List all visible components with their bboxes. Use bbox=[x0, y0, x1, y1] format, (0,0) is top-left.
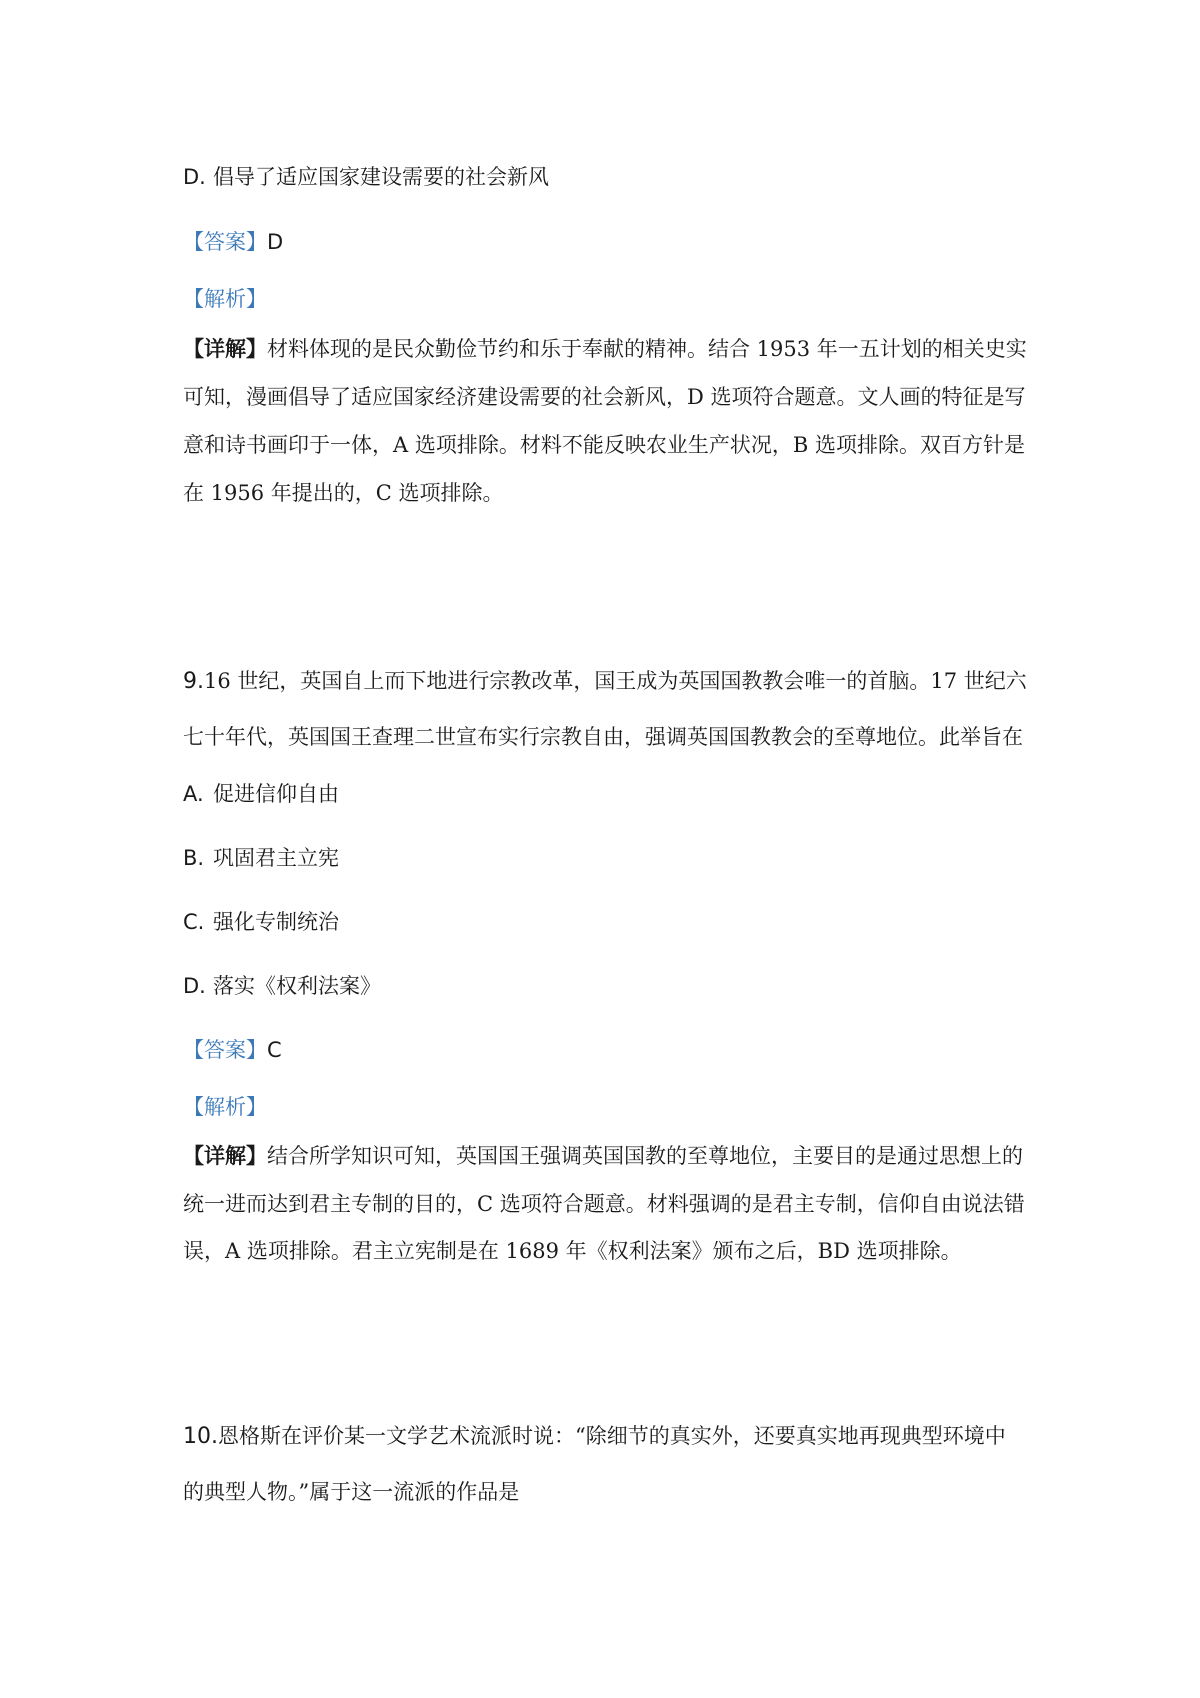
q9-analysis-label: 【解析】 bbox=[183, 1095, 267, 1119]
option-text: 巩固君主立宪 bbox=[213, 846, 339, 870]
option-letter: D. bbox=[183, 165, 206, 189]
q9-option-b bbox=[183, 843, 339, 873]
option-text: 倡导了适应国家建设需要的社会新风 bbox=[213, 165, 549, 189]
q9-detail-line-3: 误，A 选项排除。君主立宪制是在 1689 年《权利法案》颁布之后，BD 选项排除。 bbox=[183, 1239, 962, 1263]
q8-detail-line-2: 可知，漫画倡导了适应国家经济建设需要的社会新风，D 选项符合题意。文人画的特征是写 bbox=[183, 385, 1026, 409]
answer-label: 【答案】 bbox=[183, 1038, 267, 1062]
q10-stem-line-1 bbox=[183, 1421, 1006, 1452]
stem-text: 16 世纪，英国自上而下地进行宗教改革，国王成为英国国教教会唯一的首脑。17 世纪六 bbox=[204, 669, 1027, 693]
q8-detail-line-4: 在 1956 年提出的，C 选项排除。 bbox=[183, 481, 504, 505]
stem-text: 恩格斯在评价某一文学艺术流派时说：“除细节的真实外，还要真实地再现典型环境中 bbox=[218, 1424, 1006, 1448]
detail-label: 【详解】 bbox=[183, 336, 267, 361]
q9-stem-line-1 bbox=[183, 666, 1027, 697]
q9-option-c bbox=[183, 907, 339, 937]
q8-detail-line-1 bbox=[183, 334, 1027, 364]
detail-text: 材料体现的是民众勤俭节约和乐于奉献的精神。结合 1953 年一五计划的相关史实 bbox=[267, 337, 1027, 361]
answer-label: 【答案】 bbox=[183, 230, 267, 254]
q8-detail-line-3: 意和诗书画印于一体，A 选项排除。材料不能反映农业生产状况，B 选项排除。双百方针是 bbox=[183, 433, 1025, 457]
option-letter: A. bbox=[183, 782, 204, 806]
q9-detail-line-2: 统一进而达到君主专制的目的，C 选项符合题意。材料强调的是君主专制，信仰自由说法错 bbox=[183, 1192, 1025, 1216]
q9-answer bbox=[183, 1035, 282, 1065]
option-text: 促进信仰自由 bbox=[213, 782, 339, 806]
option-letter: C. bbox=[183, 910, 205, 934]
q8-answer bbox=[183, 227, 283, 257]
question-number: 9. bbox=[183, 669, 204, 694]
q9-option-d bbox=[183, 971, 381, 1001]
q10-stem-line-2: 的典型人物。”属于这一流派的作品是 bbox=[183, 1480, 520, 1504]
q9-detail-line-1 bbox=[183, 1141, 1023, 1171]
q9-option-a bbox=[183, 779, 339, 809]
detail-label: 【详解】 bbox=[183, 1143, 267, 1168]
detail-text: 结合所学知识可知，英国国王强调英国国教的至尊地位，主要目的是通过思想上的 bbox=[267, 1144, 1023, 1168]
answer-value: C bbox=[267, 1038, 282, 1062]
question-number: 10. bbox=[183, 1424, 218, 1449]
option-text: 落实《权利法案》 bbox=[213, 974, 381, 998]
option-letter: B. bbox=[183, 846, 205, 870]
q8-analysis-label: 【解析】 bbox=[183, 287, 267, 311]
option-letter: D. bbox=[183, 974, 206, 998]
q9-stem-line-2: 七十年代，英国国王查理二世宣布实行宗教自由，强调英国国教教会的至尊地位。此举旨在 bbox=[183, 725, 1023, 749]
answer-value: D bbox=[267, 230, 284, 254]
option-text: 强化专制统治 bbox=[213, 910, 339, 934]
q8-option-d bbox=[183, 162, 549, 192]
